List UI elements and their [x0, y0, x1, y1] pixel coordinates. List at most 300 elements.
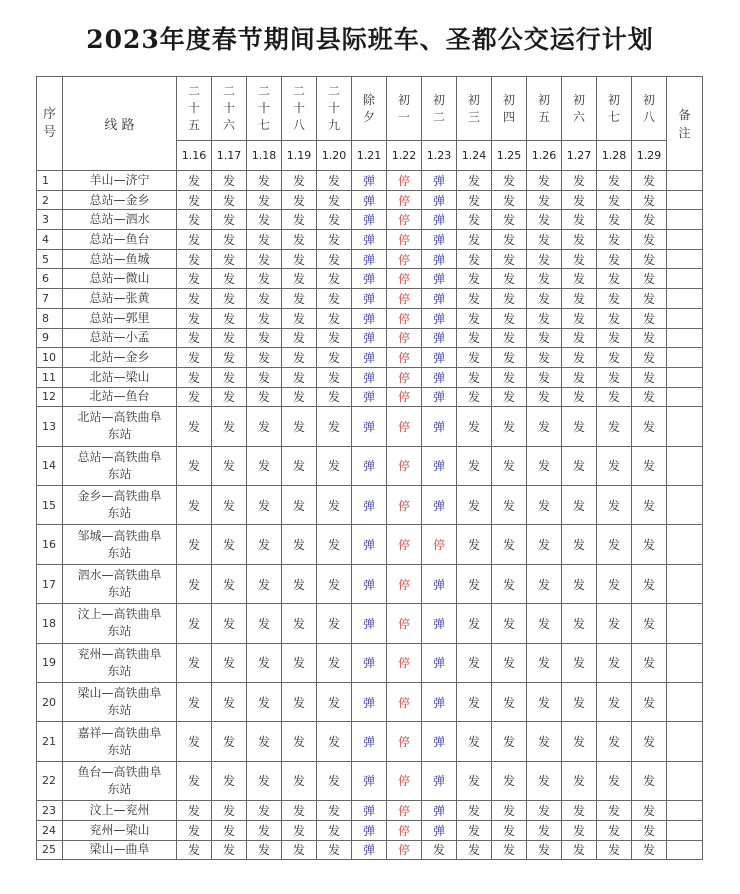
status-cell: 停: [387, 761, 422, 800]
status-cell: 发: [177, 643, 212, 682]
status-cell: 发: [562, 564, 597, 603]
status-cell: 停: [387, 564, 422, 603]
status-cell: 发: [597, 171, 632, 191]
status-cell: 发: [527, 820, 562, 840]
lunar-char: 六: [222, 118, 235, 132]
row-route: [63, 722, 177, 761]
status-cell: 停: [387, 289, 422, 309]
status-cell: 发: [247, 761, 282, 800]
lunar-char: 十: [222, 101, 235, 115]
row-seq: 10: [37, 348, 63, 368]
status-cell: 发: [317, 289, 352, 309]
status-cell: 发: [632, 367, 667, 387]
status-cell: 发: [177, 446, 212, 485]
route-line: 东站: [107, 624, 132, 639]
status-cell: 发: [282, 387, 317, 407]
status-cell: 发: [457, 190, 492, 210]
table-row: [37, 722, 703, 761]
status-cell: 发: [492, 486, 527, 525]
status-cell: 发: [212, 564, 247, 603]
row-seq: 21: [37, 722, 63, 761]
status-cell: 发: [527, 249, 562, 269]
status-cell: 发: [282, 328, 317, 348]
route-line: 总站—鱼城: [89, 251, 150, 266]
row-route: [63, 367, 177, 387]
status-cell: 发: [527, 308, 562, 328]
schedule-table: [36, 76, 703, 860]
row-note: [667, 525, 703, 564]
status-cell: 发: [597, 249, 632, 269]
status-cell: 停: [387, 682, 422, 721]
status-cell: 发: [317, 387, 352, 407]
status-cell: 发: [247, 249, 282, 269]
row-route: [63, 604, 177, 643]
route-line: 总站—金乡: [89, 192, 150, 207]
status-cell: 发: [457, 328, 492, 348]
status-cell: 弹: [352, 190, 387, 210]
status-cell: 发: [212, 230, 247, 250]
status-cell: 发: [457, 761, 492, 800]
status-cell: 发: [212, 722, 247, 761]
status-cell: 发: [247, 525, 282, 564]
status-cell: 发: [457, 604, 492, 643]
row-note: [667, 820, 703, 840]
status-cell: 发: [492, 525, 527, 564]
status-cell: 发: [527, 486, 562, 525]
row-seq: 25: [37, 840, 63, 860]
status-cell: 发: [632, 564, 667, 603]
lunar-char: 九: [327, 118, 340, 132]
status-cell: 发: [282, 210, 317, 230]
status-cell: 发: [317, 564, 352, 603]
table-row: [37, 348, 703, 368]
status-cell: 发: [527, 840, 562, 860]
status-cell: 停: [387, 190, 422, 210]
status-cell: 发: [597, 348, 632, 368]
status-cell: 发: [212, 190, 247, 210]
status-cell: 发: [177, 190, 212, 210]
route-line: 北站—鱼台: [89, 389, 150, 404]
header-date: 1.27: [562, 141, 597, 171]
header-note-char: 注: [678, 125, 691, 140]
status-cell: 发: [282, 722, 317, 761]
header-lunar-day: [457, 77, 492, 141]
route-line: 汶上—高铁曲阜: [77, 607, 162, 622]
status-cell: 发: [212, 446, 247, 485]
status-cell: 弹: [352, 230, 387, 250]
status-cell: 弹: [352, 367, 387, 387]
status-cell: 停: [387, 486, 422, 525]
status-cell: 停: [387, 210, 422, 230]
status-cell: 发: [282, 407, 317, 446]
table-row: [37, 407, 703, 446]
status-cell: 弹: [352, 486, 387, 525]
status-cell: 发: [457, 643, 492, 682]
table-row: [37, 328, 703, 348]
status-cell: 发: [492, 210, 527, 230]
row-note: [667, 289, 703, 309]
status-cell: 发: [247, 604, 282, 643]
header-lunar-day: [317, 77, 352, 141]
status-cell: 发: [247, 269, 282, 289]
lunar-char: 五: [187, 118, 200, 132]
status-cell: 发: [527, 269, 562, 289]
row-route: [63, 328, 177, 348]
header-date: 1.16: [177, 141, 212, 171]
route-line: 兖州—梁山: [89, 822, 150, 837]
status-cell: 发: [527, 604, 562, 643]
status-cell: 发: [457, 367, 492, 387]
status-cell: 停: [387, 230, 422, 250]
status-cell: 停: [387, 643, 422, 682]
status-cell: 发: [282, 269, 317, 289]
status-cell: 弹: [422, 387, 457, 407]
status-cell: 发: [492, 446, 527, 485]
status-cell: 发: [597, 269, 632, 289]
lunar-char: 二: [257, 84, 270, 98]
status-cell: 弹: [352, 643, 387, 682]
header-note: [667, 77, 703, 171]
status-cell: 停: [387, 820, 422, 840]
status-cell: 停: [387, 171, 422, 191]
status-cell: 发: [597, 820, 632, 840]
row-note: [667, 564, 703, 603]
status-cell: 发: [317, 348, 352, 368]
status-cell: 发: [527, 761, 562, 800]
header-lunar-day: [247, 77, 282, 141]
status-cell: 发: [317, 230, 352, 250]
row-note: [667, 249, 703, 269]
status-cell: 发: [247, 230, 282, 250]
status-cell: 发: [597, 486, 632, 525]
lunar-char: 七: [257, 118, 270, 132]
status-cell: 发: [282, 308, 317, 328]
status-cell: 发: [317, 269, 352, 289]
status-cell: 发: [562, 682, 597, 721]
status-cell: 发: [247, 367, 282, 387]
status-cell: 发: [492, 801, 527, 821]
status-cell: 停: [387, 249, 422, 269]
status-cell: 弹: [422, 171, 457, 191]
header-lunar-day: [597, 77, 632, 141]
status-cell: 发: [562, 643, 597, 682]
status-cell: 发: [597, 604, 632, 643]
status-cell: 发: [247, 210, 282, 230]
status-cell: 弹: [352, 682, 387, 721]
row-route: [63, 761, 177, 800]
status-cell: 发: [212, 643, 247, 682]
status-cell: 发: [282, 367, 317, 387]
status-cell: 发: [527, 210, 562, 230]
status-cell: 发: [632, 289, 667, 309]
status-cell: 发: [457, 564, 492, 603]
status-cell: 弹: [422, 801, 457, 821]
lunar-char: 二: [187, 84, 200, 98]
status-cell: 发: [282, 643, 317, 682]
route-line: 羊山—济宁: [89, 172, 150, 187]
row-note: [667, 801, 703, 821]
lunar-char: 初: [607, 92, 620, 107]
route-line: 总站—高铁曲阜: [77, 449, 162, 464]
header-lunar-day: [527, 77, 562, 141]
status-cell: 发: [247, 446, 282, 485]
status-cell: 发: [282, 564, 317, 603]
status-cell: 发: [212, 525, 247, 564]
status-cell: 发: [562, 210, 597, 230]
status-cell: 发: [562, 269, 597, 289]
status-cell: 发: [317, 407, 352, 446]
header-lunar-day: [282, 77, 317, 141]
status-cell: 发: [492, 249, 527, 269]
row-note: [667, 486, 703, 525]
status-cell: 发: [282, 446, 317, 485]
status-cell: 发: [527, 230, 562, 250]
status-cell: 发: [247, 289, 282, 309]
route-line: 东站: [107, 703, 132, 718]
status-cell: 发: [247, 407, 282, 446]
status-cell: 发: [247, 801, 282, 821]
status-cell: 发: [282, 348, 317, 368]
row-note: [667, 722, 703, 761]
lunar-char: 七: [607, 109, 620, 124]
status-cell: 发: [527, 722, 562, 761]
status-cell: 弹: [352, 387, 387, 407]
table-row: [37, 230, 703, 250]
status-cell: 发: [457, 722, 492, 761]
status-cell: 发: [527, 525, 562, 564]
lunar-char: 初: [467, 92, 480, 107]
status-cell: 发: [632, 210, 667, 230]
status-cell: 发: [597, 308, 632, 328]
row-route: [63, 210, 177, 230]
status-cell: 发: [562, 446, 597, 485]
status-cell: 发: [597, 722, 632, 761]
row-route: [63, 230, 177, 250]
route-line: 金乡—高铁曲阜: [77, 489, 162, 504]
route-line: 泗水—高铁曲阜: [77, 568, 162, 582]
route-line: 北站—梁山: [89, 369, 150, 384]
status-cell: 发: [492, 367, 527, 387]
status-cell: 发: [212, 840, 247, 860]
table-row: [37, 387, 703, 407]
lunar-char: 一: [397, 109, 410, 124]
status-cell: 停: [422, 525, 457, 564]
status-cell: 发: [177, 308, 212, 328]
status-cell: 弹: [352, 840, 387, 860]
status-cell: 发: [247, 564, 282, 603]
status-cell: 发: [247, 486, 282, 525]
table-row: [37, 761, 703, 800]
status-cell: 发: [212, 328, 247, 348]
row-note: [667, 446, 703, 485]
status-cell: 发: [247, 190, 282, 210]
row-route: [63, 643, 177, 682]
status-cell: 发: [492, 840, 527, 860]
status-cell: 弹: [352, 289, 387, 309]
row-seq: 14: [37, 446, 63, 485]
status-cell: 发: [562, 407, 597, 446]
status-cell: 发: [632, 801, 667, 821]
status-cell: 弹: [422, 486, 457, 525]
status-cell: 发: [177, 486, 212, 525]
lunar-char: 十: [292, 101, 305, 115]
row-seq: 2: [37, 190, 63, 210]
status-cell: 发: [282, 801, 317, 821]
status-cell: 弹: [422, 289, 457, 309]
route-line: 兖州—高铁曲阜: [77, 646, 162, 661]
route-line: 东站: [107, 663, 132, 678]
status-cell: 发: [177, 407, 212, 446]
lunar-char: 十: [187, 101, 200, 115]
status-cell: 停: [387, 348, 422, 368]
lunar-char: 二: [432, 109, 445, 124]
status-cell: 发: [527, 801, 562, 821]
route-line: 东站: [107, 506, 132, 521]
row-route: [63, 348, 177, 368]
row-seq: 11: [37, 367, 63, 387]
status-cell: 发: [597, 387, 632, 407]
status-cell: 发: [492, 722, 527, 761]
status-cell: 发: [457, 230, 492, 250]
status-cell: 发: [177, 289, 212, 309]
table-row: [37, 682, 703, 721]
status-cell: 发: [317, 190, 352, 210]
status-cell: 弹: [352, 407, 387, 446]
row-note: [667, 348, 703, 368]
status-cell: 发: [632, 328, 667, 348]
status-cell: 发: [247, 722, 282, 761]
route-line: 东站: [107, 781, 132, 796]
status-cell: 发: [632, 820, 667, 840]
status-cell: 发: [317, 308, 352, 328]
status-cell: 发: [317, 682, 352, 721]
status-cell: 发: [632, 840, 667, 860]
page-title: 2023年度春节期间县际班车、圣都公交运行计划: [86, 25, 654, 54]
status-cell: 发: [597, 367, 632, 387]
row-note: [667, 407, 703, 446]
status-cell: 发: [527, 367, 562, 387]
status-cell: 发: [212, 367, 247, 387]
row-seq: 13: [37, 407, 63, 446]
status-cell: 发: [562, 722, 597, 761]
route-line: 北站—金乡: [89, 350, 150, 365]
status-cell: 发: [562, 328, 597, 348]
status-cell: 发: [562, 525, 597, 564]
status-cell: 发: [247, 348, 282, 368]
row-route: [63, 820, 177, 840]
status-cell: 停: [387, 407, 422, 446]
header-lunar-day: [562, 77, 597, 141]
status-cell: 发: [177, 525, 212, 564]
row-seq: 24: [37, 820, 63, 840]
status-cell: 发: [457, 289, 492, 309]
status-cell: 发: [597, 407, 632, 446]
status-cell: 发: [632, 269, 667, 289]
status-cell: 弹: [422, 190, 457, 210]
header-date: 1.25: [492, 141, 527, 171]
status-cell: 发: [317, 367, 352, 387]
header-lunar-day: [632, 77, 667, 141]
status-cell: 发: [632, 722, 667, 761]
header-date: 1.17: [212, 141, 247, 171]
status-cell: 发: [527, 348, 562, 368]
route-line: 汶上—兖州: [89, 803, 150, 817]
status-cell: 发: [597, 289, 632, 309]
status-cell: 发: [457, 682, 492, 721]
status-cell: 弹: [352, 249, 387, 269]
table-row: [37, 249, 703, 269]
status-cell: 发: [212, 801, 247, 821]
status-cell: 弹: [422, 269, 457, 289]
status-cell: 弹: [422, 682, 457, 721]
lunar-char: 初: [642, 92, 655, 107]
status-cell: 弹: [352, 525, 387, 564]
status-cell: 发: [422, 840, 457, 860]
status-cell: 发: [247, 387, 282, 407]
status-cell: 发: [177, 249, 212, 269]
status-cell: 停: [387, 446, 422, 485]
header-lunar-day: [387, 77, 422, 141]
status-cell: 发: [247, 820, 282, 840]
row-note: [667, 171, 703, 191]
status-cell: 发: [457, 210, 492, 230]
row-route: [63, 446, 177, 485]
status-cell: 弹: [422, 407, 457, 446]
status-cell: 弹: [352, 308, 387, 328]
status-cell: 发: [492, 230, 527, 250]
status-cell: 弹: [352, 820, 387, 840]
lunar-char: 六: [572, 109, 585, 124]
status-cell: 发: [317, 328, 352, 348]
status-cell: 发: [527, 407, 562, 446]
row-note: [667, 367, 703, 387]
lunar-char: 八: [292, 118, 305, 132]
status-cell: 发: [247, 171, 282, 191]
row-note: [667, 230, 703, 250]
status-cell: 发: [492, 761, 527, 800]
lunar-char: 三: [467, 109, 480, 124]
status-cell: 发: [597, 840, 632, 860]
status-cell: 发: [282, 761, 317, 800]
status-cell: 发: [632, 387, 667, 407]
status-cell: 发: [562, 387, 597, 407]
row-seq: 9: [37, 328, 63, 348]
row-seq: 3: [37, 210, 63, 230]
lunar-char: 初: [432, 92, 445, 107]
status-cell: 弹: [422, 230, 457, 250]
table-row: [37, 171, 703, 191]
route-line: 总站—郭里: [89, 310, 150, 325]
status-cell: 发: [212, 761, 247, 800]
row-seq: 1: [37, 171, 63, 191]
status-cell: 发: [457, 446, 492, 485]
status-cell: 发: [317, 840, 352, 860]
status-cell: 发: [212, 820, 247, 840]
row-note: [667, 682, 703, 721]
status-cell: 发: [317, 210, 352, 230]
row-seq: 12: [37, 387, 63, 407]
status-cell: 弹: [352, 446, 387, 485]
route-line: 总站—微山: [89, 271, 150, 286]
status-cell: 发: [457, 348, 492, 368]
status-cell: 停: [387, 308, 422, 328]
header-date: 1.23: [422, 141, 457, 171]
route-line: 总站—张黄: [89, 290, 150, 305]
status-cell: 发: [457, 525, 492, 564]
lunar-char: 初: [537, 92, 550, 107]
row-seq: 19: [37, 643, 63, 682]
route-line: 总站—泗水: [89, 212, 150, 227]
